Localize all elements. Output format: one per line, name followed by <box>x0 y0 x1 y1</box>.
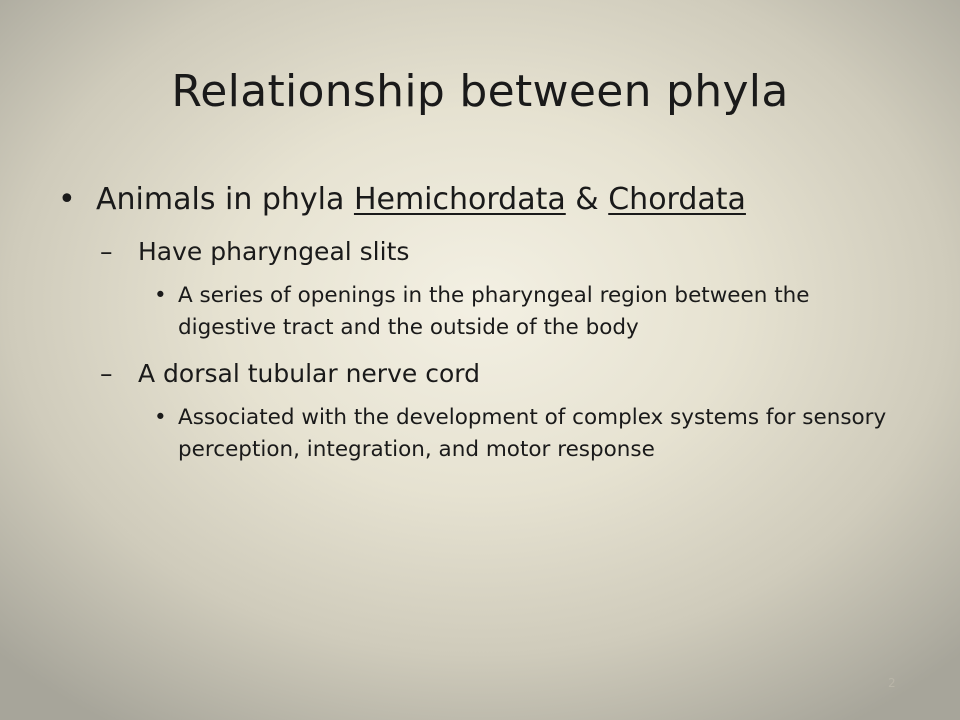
bullet-text-prefix: Animals in phyla <box>96 182 354 217</box>
subbullet-text: Have pharyngeal slits <box>138 237 410 266</box>
term-hemichordata: Hemichordata <box>353 182 566 217</box>
bullet-icon: • <box>154 283 167 308</box>
subbullet-text: A dorsal tubular nerve cord <box>138 359 480 388</box>
detail-text: Associated with the development of complex systems for sensory perception, integration, and motor response <box>178 405 887 462</box>
detail-text: A series of openings in the pharyngeal region between the digestive tract and the outside of the body <box>178 283 810 340</box>
term-chordata: Chordata <box>608 182 746 217</box>
bullet-animals-in-phyla <box>58 178 908 222</box>
dash-icon: – <box>100 237 113 266</box>
detail-nerve-cord <box>58 402 908 466</box>
subbullet-nerve-cord <box>58 356 908 392</box>
bullet-icon: • <box>154 405 167 430</box>
bullet-text-joiner: & <box>565 182 609 217</box>
bullet-icon: • <box>58 182 76 217</box>
page-number: 2 <box>888 676 896 690</box>
dash-icon: – <box>100 359 113 388</box>
detail-pharyngeal-slits <box>58 280 908 344</box>
slide-content <box>58 178 908 466</box>
subbullet-pharyngeal-slits <box>58 234 908 270</box>
slide-title: Relationship between phyla <box>171 66 789 117</box>
